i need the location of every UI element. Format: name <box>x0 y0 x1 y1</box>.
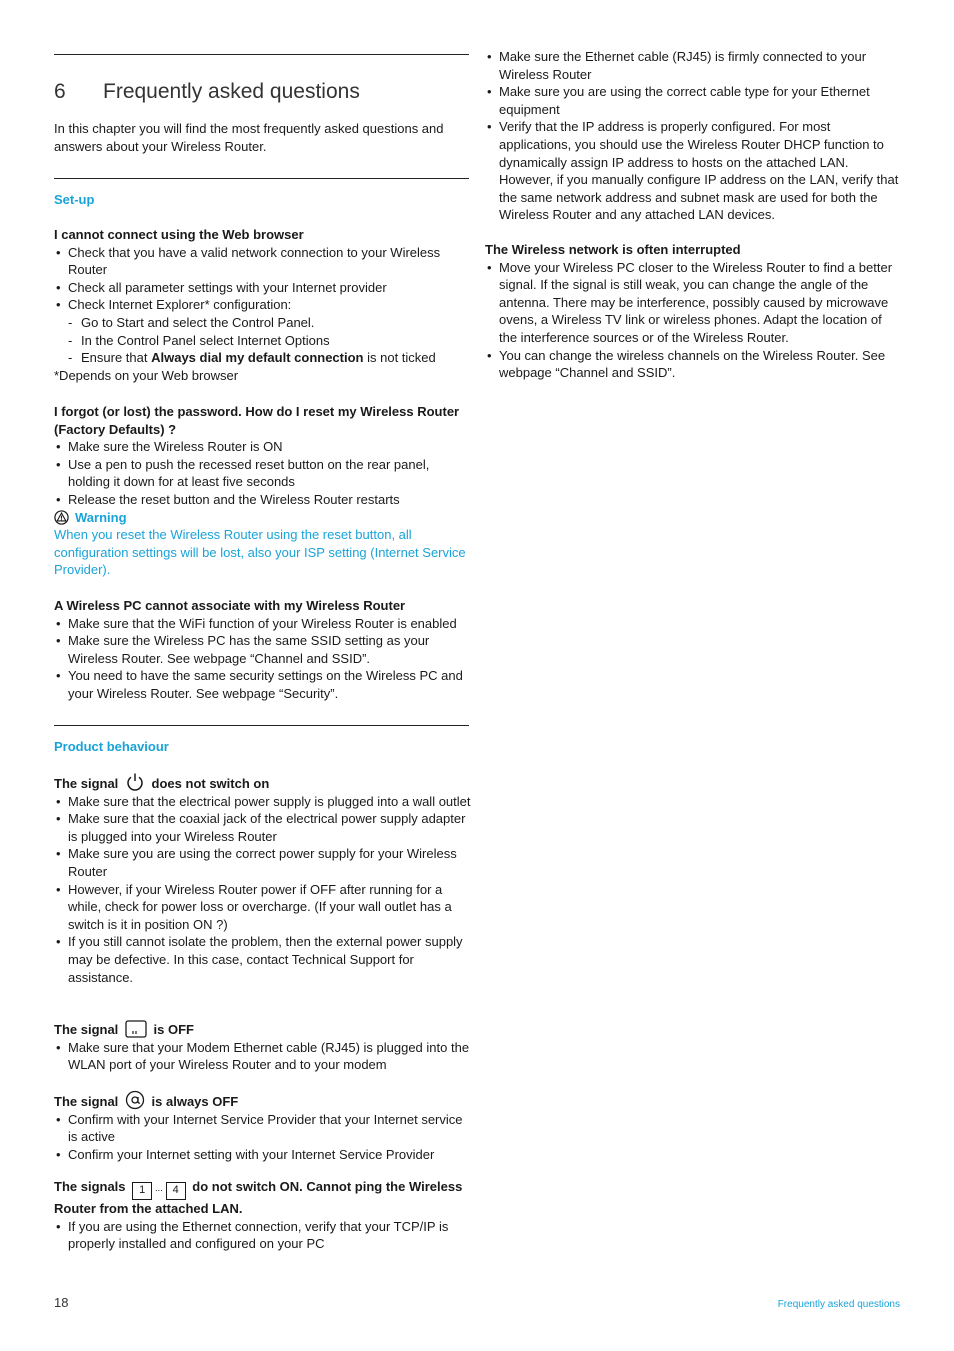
list-item: • Make sure the Wireless Router is ON <box>54 438 474 456</box>
lan-port-number: 1 <box>139 1184 146 1196</box>
product-rule <box>54 725 469 726</box>
faq-power-signal <box>54 772 474 986</box>
question-text: is always OFF <box>151 1094 239 1109</box>
answer-list <box>54 438 474 508</box>
list-item: • You can change the wireless channels on the Wireless Router. See webpage “Channel and SSID”. <box>485 347 900 382</box>
warning-icon <box>54 510 69 525</box>
sub-list <box>68 314 474 367</box>
list-item: • Make sure you are using the correct power supply for your Wireless Router <box>54 845 474 880</box>
faq-question: The Wireless network is often interrupted <box>485 241 741 257</box>
setup-rule <box>54 178 469 179</box>
chapter-intro: In this chapter you will find the most frequently asked questions and answers about your Wireless Router. <box>54 121 444 154</box>
lan-port-icon <box>132 1182 152 1200</box>
list-item: • Make sure that the electrical power supply is plugged into a wall outlet <box>54 793 474 811</box>
question-text: The signal <box>54 1022 119 1037</box>
answer-list <box>54 1218 474 1253</box>
faq-wireless-associate <box>54 597 470 703</box>
faq-network-interrupted <box>485 241 900 382</box>
faq-web-browser <box>54 226 474 384</box>
list-item: • Use a pen to push the recessed reset button on the rear panel, holding it down for at least five seconds <box>54 456 474 491</box>
list-item-text: Check Internet Explorer* configuration: <box>68 297 292 313</box>
list-item: • Make sure the Ethernet cable (RJ45) is firmly connected to your Wireless Router <box>485 48 900 83</box>
list-item: • Make sure the Wireless PC has the same SSID setting as your Wireless Router. See webpage “Channel and SSID”. <box>54 632 470 667</box>
list-item <box>54 296 474 366</box>
product-section-title: Product behaviour <box>54 739 169 754</box>
sub-list-item <box>68 349 474 367</box>
question-text: does not switch on <box>151 776 270 791</box>
sub-list-bold-text: Always dial my default connection <box>151 350 364 366</box>
list-item: • Move your Wireless PC closer to the Wireless Router to find a better signal. If the signal is still weak, you can change the angle of the antenna. There may be interference, possibly caused by microwave ovens, a Wireless TV link or wireless phones. Adapt the location of the interference sources or of the Wireless Router. <box>485 259 900 347</box>
chapter-title: Frequently asked questions <box>103 80 360 104</box>
faq-question <box>54 1178 474 1218</box>
wlan-port-icon <box>125 1020 147 1038</box>
list-item: • Release the reset button and the Wireless Router restarts <box>54 491 474 509</box>
answer-list <box>54 793 474 987</box>
lan-port-number: 4 <box>172 1184 179 1196</box>
sub-list-item: - Go to Start and select the Control Panel. <box>68 314 474 332</box>
answer-list <box>485 259 900 382</box>
chapter-number: 6 <box>54 80 66 104</box>
list-item: • Check that you have a valid network connection to your Wireless Router <box>54 244 474 279</box>
list-item: • If you still cannot isolate the problem, then the external power supply may be defective. In this case, contact Technical Support for assistance. <box>54 933 474 986</box>
right-column <box>485 48 900 382</box>
faq-question: I forgot (or lost) the password. How do I reset my Wireless Router (Factory Defaults) ? <box>54 404 460 437</box>
sub-list-text: is not ticked <box>363 350 436 366</box>
warning-text: When you reset the Wireless Router using the reset button, all configuration settings will be lost, also your ISP setting (Internet Service Provider). <box>54 527 466 578</box>
answer-list <box>54 1111 474 1164</box>
lan-port-icon <box>166 1182 186 1200</box>
faq-wlan-signal <box>54 1020 474 1074</box>
chapter-heading <box>54 78 360 106</box>
faq-question: A Wireless PC cannot associate with my Wireless Router <box>54 598 406 613</box>
question-text: The signal <box>54 1094 119 1109</box>
list-item: • Make sure that the coaxial jack of the electrical power supply adapter is plugged into your Wireless Router <box>54 810 474 845</box>
answer-list <box>54 1039 474 1074</box>
at-sign-icon <box>125 1090 145 1110</box>
list-item: • Make sure that the WiFi function of your Wireless Router is enabled <box>54 615 470 633</box>
page-number: 18 <box>54 1295 69 1310</box>
list-item: • Make sure you are using the correct cable type for your Ethernet equipment <box>485 83 900 118</box>
list-item: • Check all parameter settings with your Internet provider <box>54 279 474 297</box>
top-rule <box>54 54 469 55</box>
setup-section-title: Set-up <box>54 192 95 207</box>
list-item: • You need to have the same security settings on the Wireless PC and your Wireless Router. See webpage “Security”. <box>54 667 470 702</box>
list-item: • Confirm with your Internet Service Provider that your Internet service is active <box>54 1111 474 1146</box>
list-item: • Confirm your Internet setting with your Internet Service Provider <box>54 1146 474 1164</box>
faq-question <box>54 772 474 793</box>
answer-list <box>485 48 900 224</box>
list-item: • However, if your Wireless Router power if OFF after running for a while, check for power loss or overcharge. (If your wall outlet has a switch is it in position ON ?) <box>54 881 474 934</box>
power-icon <box>125 772 145 792</box>
faq-question <box>54 1020 474 1039</box>
faq-question: I cannot connect using the Web browser <box>54 227 304 242</box>
footer-section-title: Frequently asked questions <box>777 1299 900 1310</box>
question-text: The signal <box>54 776 119 791</box>
ellipsis: ... <box>155 1183 163 1193</box>
faq-lan-signals <box>54 1178 474 1253</box>
question-text: The signals <box>54 1179 126 1194</box>
warning-heading <box>54 509 474 527</box>
list-item: • If you are using the Ethernet connection, verify that your TCP/IP is properly installed and configured on your PC <box>54 1218 474 1253</box>
sub-list-text: Ensure that <box>81 350 152 366</box>
question-text: do not switch ON. Cannot ping the Wireless Router from the attached LAN. <box>54 1179 463 1216</box>
answer-list <box>54 615 470 703</box>
warning-title: Warning <box>75 509 127 525</box>
answer-list <box>54 244 474 367</box>
faq-internet-signal <box>54 1090 474 1163</box>
faq-question <box>54 1090 474 1111</box>
list-item: • Verify that the IP address is properly configured. For most applications, you should use the Wireless Router DHCP function to dynamically assign IP address to hosts on the attached LAN. However, if you manually configure IP address on the LAN, verify that the same network address and subnet mask are used for both the Wireless Router and any attached LAN devices. <box>485 118 900 224</box>
list-item: • Make sure that your Modem Ethernet cable (RJ45) is plugged into the WLAN port of your Wireless Router and to your modem <box>54 1039 474 1074</box>
sub-list-item: - In the Control Panel select Internet Options <box>68 332 474 350</box>
faq-password-reset <box>54 403 474 579</box>
footnote: *Depends on your Web browser <box>54 367 239 383</box>
question-text: is OFF <box>153 1022 194 1037</box>
